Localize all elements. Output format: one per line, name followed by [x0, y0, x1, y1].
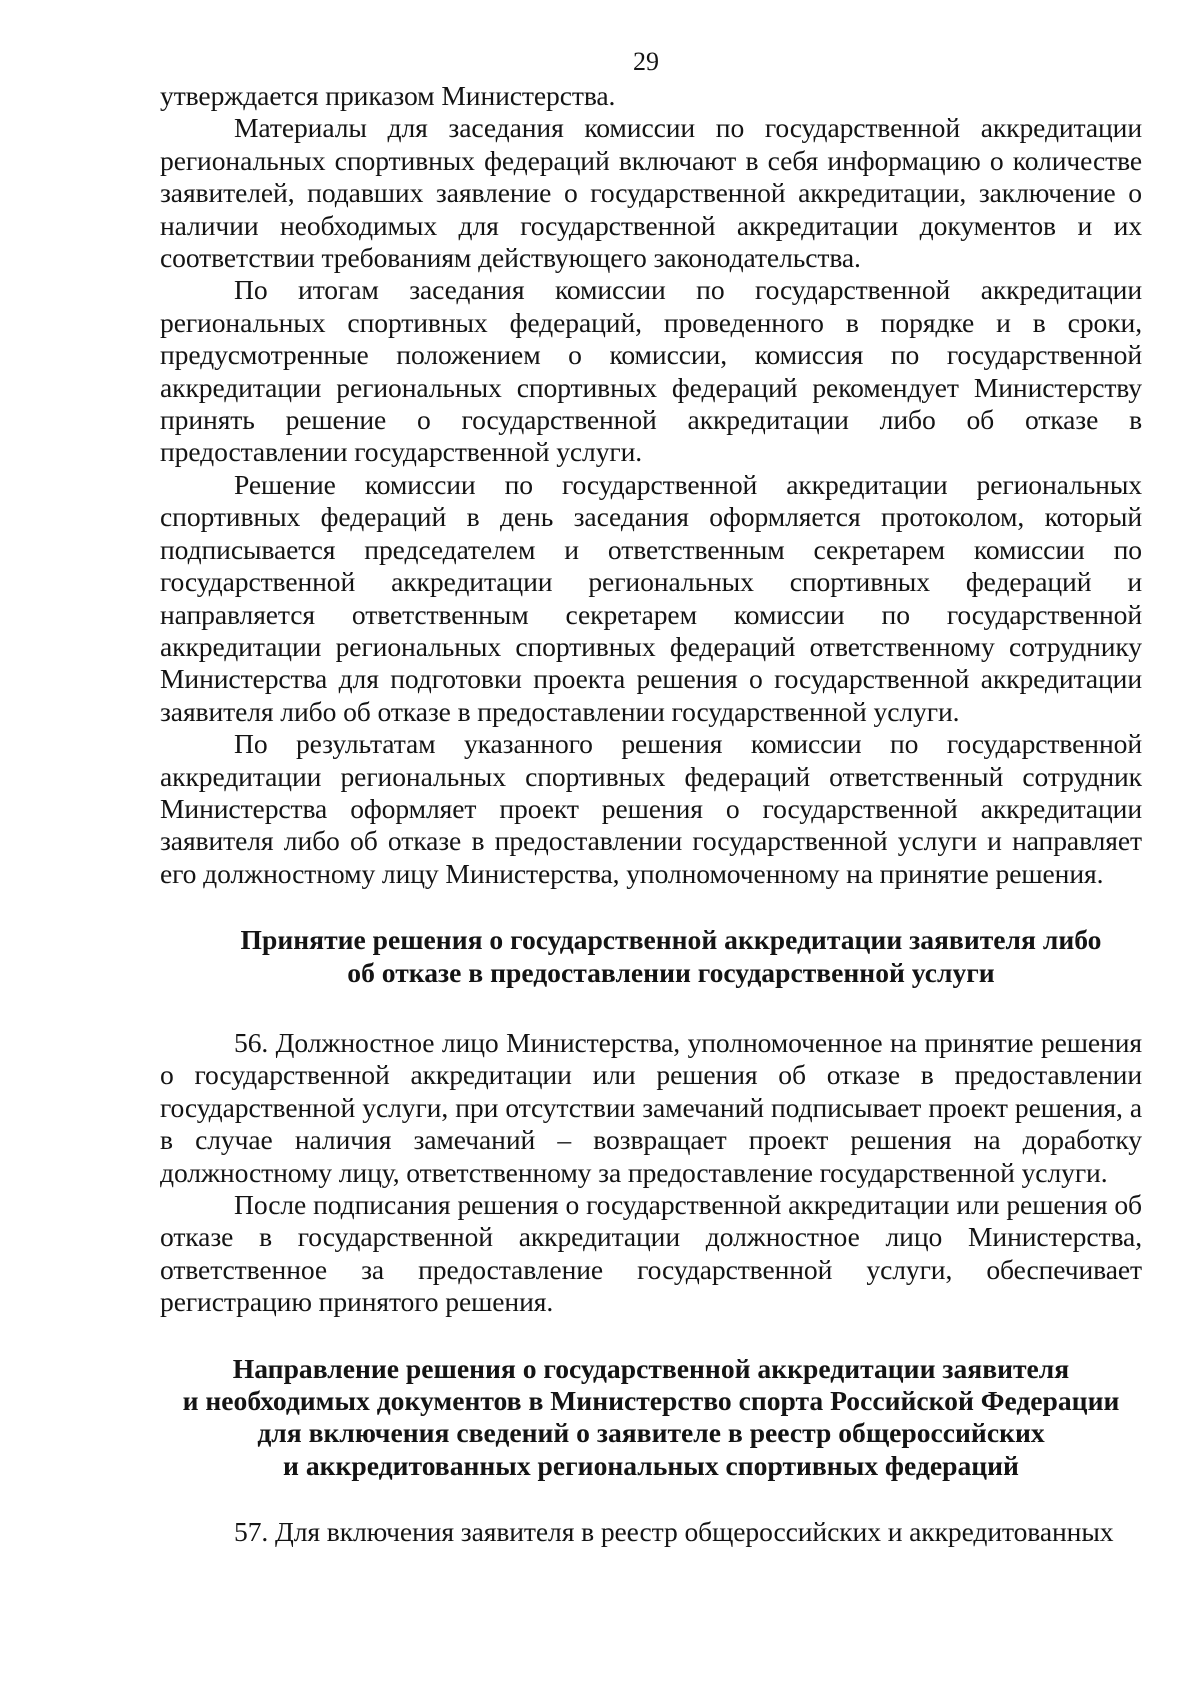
paragraph-commission-decision: Решение комиссии по государственной аккредитации региональных спортивных федераций в день заседания оформляется протоколом, который подписывается председателем и ответственным секретарем комиссии по государственной аккредитации региональных спортивных федераций и направляется ответственным секретарем комиссии по государственной аккредитации региональных спортивных федераций ответственному сотруднику Министерства для подготовки проекта решения о государственной аккредитации заявителя либо об отказе в предоставлении государственной услуги. — [160, 468, 1142, 727]
heading-line: Принятие решения о государственной аккредитации заявителя либо — [240, 924, 1102, 956]
document-page — [160, 46, 1142, 1549]
heading-line: об отказе в предоставлении государственной услуги — [347, 956, 995, 988]
paragraph-item-57: 57. Для включения заявителя в реестр общероссийских и аккредитованных — [234, 1516, 1114, 1548]
heading-line: и необходимых документов в Министерство спорта Российской Федерации — [182, 1385, 1120, 1417]
heading-line: Направление решения о государственной аккредитации заявителя — [232, 1352, 1070, 1384]
paragraph-meeting-materials: Материалы для заседания комиссии по государственной аккредитации региональных спортивных федераций включают в себя информацию о количестве заявителей, подавших заявление о государственной аккредитации, заключение о наличии необходимых для государственной аккредитации документов и их соответствии требованиям действующего законодательства. — [160, 112, 1142, 274]
page-number: 29 — [633, 47, 659, 76]
paragraph-meeting-results: По итогам заседания комиссии по государственной аккредитации региональных спортивных федераций, проведенного в порядке и в сроки, предусмотренные положением о комиссии, комиссия по государственной аккредитации региональных спортивных федераций рекомендует Министерству принять решение о государственной аккредитации либо об отказе в предоставлении государственной услуги. — [160, 274, 1142, 468]
paragraph-decision-registration: После подписания решения о государственной аккредитации или решения об отказе в государственной аккредитации должностное лицо Министерства, ответственное за предоставление государственной услуги, обеспечивает регистрацию принятого решения. — [160, 1189, 1142, 1318]
heading-line: для включения сведений о заявителе в реестр общероссийских — [257, 1417, 1045, 1449]
paragraph-item-56: 56. Должностное лицо Министерства, уполномоченное на принятие решения о государственной аккредитации или решения об отказе в предоставлении государственной услуги, при отсутствии замечаний подписывает проект решения, а в случае наличия замечаний – возвращает проект решения на доработку должностному лицу, ответственному за предоставление государственной услуги. — [160, 1026, 1142, 1188]
section-heading-registry — [160, 1353, 1142, 1483]
heading-line: и аккредитованных региональных спортивных федераций — [283, 1449, 1019, 1481]
section-heading-decision — [160, 924, 1142, 989]
paragraph-continuation: утверждается приказом Министерства. — [160, 80, 616, 111]
paragraph-draft-decision: По результатам указанного решения комиссии по государственной аккредитации региональных спортивных федераций ответственный сотрудник Министерства оформляет проект решения о государственной аккредитации заявителя либо об отказе в предоставлении государственной услуги и направляет его должностному лицу Министерства, уполномоченному на принятие решения. — [160, 728, 1142, 889]
